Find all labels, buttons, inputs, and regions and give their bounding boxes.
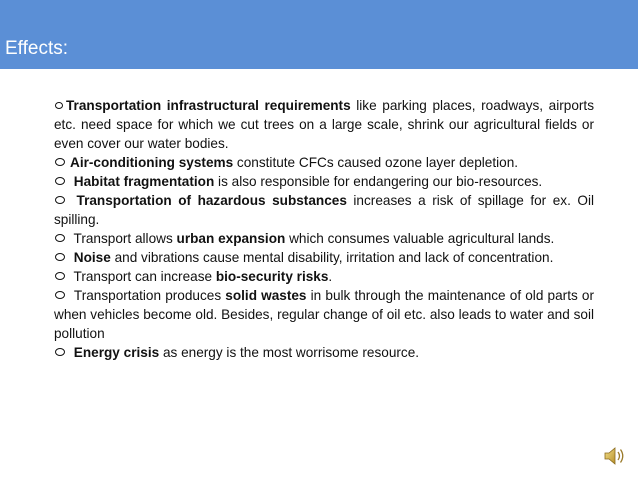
bullet-item — [54, 172, 594, 191]
bullet-text: . — [328, 269, 333, 284]
slide-header — [0, 0, 638, 69]
bullet-item — [54, 96, 594, 153]
bullet-icon — [55, 177, 65, 185]
bullet-bold-text: solid wastes — [225, 288, 307, 303]
bullet-text: is also responsible for endangering our bio-resources. — [214, 174, 543, 189]
bullet-icon — [55, 253, 65, 261]
bullet-text: Transport allows — [73, 231, 177, 246]
bullet-text: like parking places, roadways, airports etc. need space for which we cut trees on a large scale, shrink our agricultural fields or even cover our water bodies. — [54, 98, 594, 151]
bullet-item — [54, 191, 594, 229]
bullet-item — [54, 248, 594, 267]
bullet-bold-text: Air-conditioning systems — [70, 155, 234, 170]
bullet-text: and vibrations cause mental disability, irritation and lack of concentration. — [110, 250, 554, 265]
bullet-item — [54, 267, 594, 286]
bullet-icon — [55, 158, 65, 166]
bullet-bold-text: Habitat fragmentation — [73, 174, 215, 189]
slide-title: Effects: — [5, 38, 69, 59]
bullet-bold-text: Energy crisis — [73, 345, 160, 360]
bullet-bold-text: urban expansion — [176, 231, 286, 246]
bullet-item — [54, 153, 594, 172]
bullet-icon — [55, 234, 65, 242]
bullet-text: increases a risk of spillage for ex. Oil spilling. — [54, 193, 595, 227]
bullet-bold-text: Noise — [73, 250, 111, 265]
bullet-text: as energy is the most worrisome resource. — [159, 345, 420, 360]
bullet-icon — [55, 272, 65, 280]
bullet-list — [54, 96, 594, 362]
bullet-text: constitute CFCs caused ozone layer depletion. — [233, 155, 519, 170]
bullet-bold-text: bio-security risks — [215, 269, 329, 284]
speaker-icon[interactable] — [604, 446, 626, 466]
bullet-bold-text: Transportation infrastructural requirements — [66, 98, 351, 113]
bullet-item — [54, 286, 594, 343]
bullet-text: Transport can increase — [73, 269, 216, 284]
bullet-icon — [55, 291, 65, 299]
bullet-icon — [55, 102, 63, 109]
bullet-bold-text: Transportation of hazardous substances — [76, 193, 347, 208]
bullet-text: which consumes valuable agricultural lands. — [285, 231, 555, 246]
bullet-text: in bulk through the maintenance of old parts or when vehicles become old. Besides, regular change of oil etc. also leads to water and soil pollution — [54, 288, 594, 341]
bullet-item — [54, 343, 594, 362]
bullet-item — [54, 229, 594, 248]
bullet-text: Transportation produces — [73, 288, 226, 303]
bullet-icon — [55, 348, 65, 356]
bullet-icon — [55, 196, 65, 204]
